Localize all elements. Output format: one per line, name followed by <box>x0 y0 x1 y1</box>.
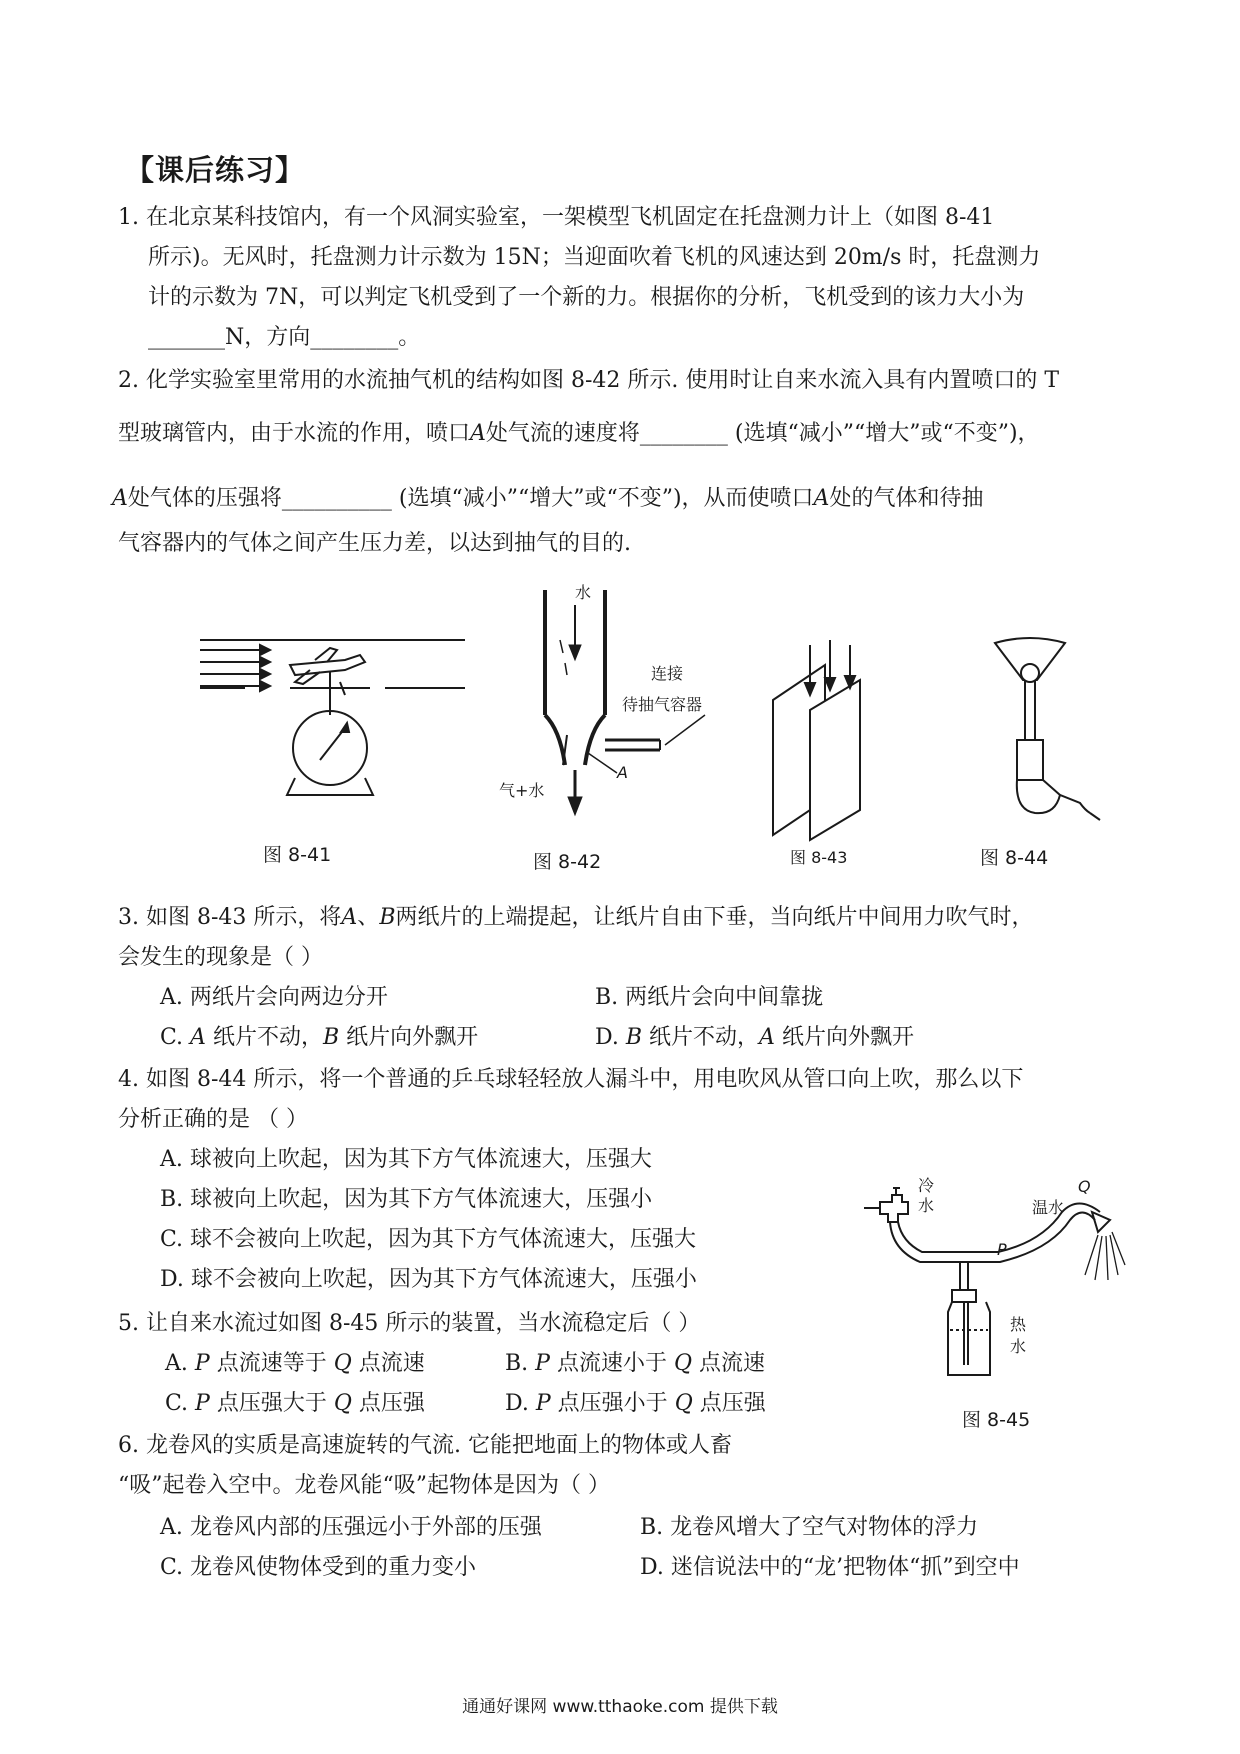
label-connect-2: 待抽气容器 <box>622 695 703 714</box>
q4-option-a: A. 球被向上吹起，因为其下方气体流速大，压强大 <box>160 1147 652 1172</box>
q3-line-1 <box>118 904 1034 932</box>
var-Q: Q <box>333 1351 352 1376</box>
q2-line-3-b: 处气体的压强将__________ (选填“减小”“增大”或“不变”)，从而使喷口 <box>127 486 814 511</box>
q5-option-a-text: 点流速等于 <box>216 1351 327 1376</box>
q3-option-c <box>160 1024 478 1052</box>
var-A: A <box>112 486 128 511</box>
q5-option-d-text-2: 点压强 <box>699 1391 766 1416</box>
q2-line-3 <box>112 485 983 513</box>
label-cold-2: 水 <box>918 1196 935 1215</box>
q3-option-d-text-2: 纸片向外飘开 <box>781 1025 914 1050</box>
q3-option-c-text-2: 纸片向外飘开 <box>346 1025 479 1050</box>
q4-option-c: C. 球不会被向上吹起，因为其下方气体流速大，压强大 <box>160 1227 697 1252</box>
q3-line-1-c: 两纸片的上端提起，让纸片自由下垂，当向纸片中间用力吹气时， <box>395 905 1034 930</box>
caption-8-43: 图 8-43 <box>790 848 848 867</box>
q5-option-a-text-2: 点流速 <box>358 1351 425 1376</box>
footer-source: 通通好课网 www.tthaoke.com 提供下载 <box>462 1697 778 1717</box>
q4-line-2: 分析正确的是 （ ） <box>118 1107 308 1132</box>
q2-line-1: 2. 化学实验室里常用的水流抽气机的结构如图 8-42 所示. 使用时让自来水流入具有内置喷口的 T <box>118 368 1060 393</box>
var-A: A <box>813 486 830 511</box>
var-A: A <box>470 421 486 446</box>
var-Q: Q <box>333 1391 352 1416</box>
q5-option-c-label: C. <box>165 1391 189 1416</box>
q5-option-c-text: 点压强大于 <box>216 1391 327 1416</box>
q3-option-b: B. 两纸片会向中间靠拢 <box>595 985 824 1010</box>
var-P: P <box>194 1351 210 1376</box>
q5-option-d-text: 点压强小于 <box>557 1391 668 1416</box>
var-P: P <box>535 1391 551 1416</box>
label-warm-water: 温水 <box>1032 1198 1065 1217</box>
q1-line-3: 计的示数为 7N，可以判定飞机受到了一个新的力。根据你的分析，飞机受到的该力大小为 <box>148 285 1025 310</box>
q5-option-b <box>505 1350 765 1378</box>
q3-line-2: 会发生的现象是（ ） <box>118 945 323 970</box>
q6-option-a: A. 龙卷风内部的压强远小于外部的压强 <box>160 1515 542 1540</box>
q3-option-c-label: C. <box>160 1025 184 1050</box>
label-hot-1: 热 <box>1010 1315 1027 1334</box>
label-connect-1: 连接 <box>651 664 684 683</box>
var-P: P <box>535 1351 550 1376</box>
section-title: 【课后练习】 <box>125 153 306 187</box>
q5-option-c-text-2: 点压强 <box>358 1391 425 1416</box>
label-A: A <box>617 763 628 782</box>
figure-8-41-wind-tunnel <box>195 620 475 820</box>
q5-option-a-label: A. <box>165 1351 188 1376</box>
label-P: P <box>997 1240 1007 1259</box>
q3-option-a: A. 两纸片会向两边分开 <box>160 985 388 1010</box>
q4-option-b: B. 球被向上吹起，因为其下方气体流速大，压强小 <box>160 1187 653 1212</box>
q3-option-d-label: D. <box>595 1025 619 1050</box>
q2-line-3-c: 处的气体和待抽 <box>829 486 984 511</box>
caption-8-42: 图 8-42 <box>533 851 602 873</box>
label-Q: Q <box>1078 1177 1091 1196</box>
q2-line-2 <box>118 420 1040 448</box>
q5-option-b-text: 点流速小于 <box>556 1351 667 1376</box>
q3-option-c-text: 纸片不动， <box>212 1025 323 1050</box>
label-hot-2: 水 <box>1010 1337 1027 1356</box>
var-Q: Q <box>674 1391 693 1416</box>
q2-line-2-a: 型玻璃管内，由于水流的作用，喷口 <box>118 421 471 446</box>
q6-option-b: B. 龙卷风增大了空气对物体的浮力 <box>640 1515 979 1540</box>
q5-line-1: 5. 让自来水流过如图 8-45 所示的装置，当水流稳定后（ ） <box>118 1311 701 1336</box>
var-Q: Q <box>674 1351 693 1376</box>
var-A: A <box>341 905 358 930</box>
q6-option-c: C. 龙卷风使物体受到的重力变小 <box>160 1555 477 1580</box>
q5-option-d <box>505 1390 766 1418</box>
q3-option-d-text: 纸片不动， <box>649 1025 760 1050</box>
q3-line-1-b: 、 <box>357 905 380 930</box>
caption-8-41: 图 8-41 <box>263 844 332 866</box>
q3-option-d <box>595 1024 914 1052</box>
q5-option-b-label: B. <box>505 1351 529 1376</box>
caption-8-44: 图 8-44 <box>980 847 1049 869</box>
var-B: B <box>322 1025 340 1050</box>
label-cold-1: 冷 <box>918 1176 935 1195</box>
var-B: B <box>379 905 396 930</box>
label-water: 水 <box>575 583 592 602</box>
label-gas-water: 气+水 <box>499 781 545 800</box>
q3-line-1-a: 3. 如图 8-43 所示，将 <box>118 905 342 930</box>
q5-option-c <box>165 1390 425 1418</box>
q2-line-4: 气容器内的气体之间产生压力差，以达到抽气的目的. <box>118 531 631 556</box>
q1-line-2: 所示)。无风时，托盘测力计示数为 15N；当迎面吹着飞机的风速达到 20m/s 时，托盘测力 <box>148 245 1041 270</box>
q6-line-2: “吸”起卷入空中。龙卷风能“吸”起物体是因为（ ） <box>118 1473 610 1498</box>
figure-8-43-two-papers <box>765 640 915 820</box>
q6-option-d: D. 迷信说法中的“龙’把物体“抓”到空中 <box>640 1555 1020 1580</box>
q4-option-d: D. 球不会被向上吹起，因为其下方气体流速大，压强小 <box>160 1267 697 1292</box>
q1-line-4: _______N，方向________。 <box>148 325 421 350</box>
figure-8-44-funnel-ball <box>985 635 1105 835</box>
caption-8-45: 图 8-45 <box>962 1409 1031 1431</box>
q4-line-1: 4. 如图 8-44 所示，将一个普通的乒乓球轻轻放人漏斗中，用电吹风从管口向上吹，那么以下 <box>118 1067 1024 1092</box>
var-P: P <box>195 1391 210 1416</box>
q5-option-d-label: D. <box>505 1391 529 1416</box>
q2-line-2-b: 处气流的速度将________ (选填“减小”“增大”或“不变”)， <box>485 421 1040 446</box>
figure-8-45-flow-apparatus <box>860 1180 1120 1390</box>
q5-option-b-text-2: 点流速 <box>699 1351 766 1376</box>
q1-line-1: 1. 在北京某科技馆内，有一个风洞实验室，一架模型飞机固定在托盘测力计上（如图 8-41 <box>118 205 995 230</box>
q6-line-1: 6. 龙卷风的实质是高速旋转的气流. 它能把地面上的物体或人畜 <box>118 1433 732 1458</box>
var-B: B <box>625 1025 643 1050</box>
var-A: A <box>190 1025 206 1050</box>
q5-option-a <box>165 1350 425 1378</box>
var-A: A <box>759 1025 775 1050</box>
